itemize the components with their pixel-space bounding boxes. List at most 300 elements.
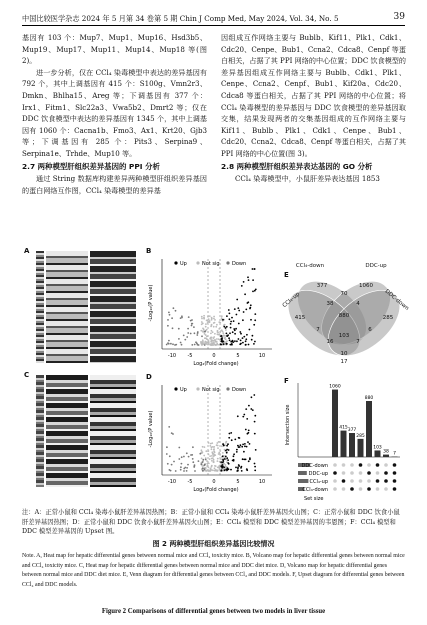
upset-y-label: Intersection size bbox=[285, 404, 291, 446]
volcano-point bbox=[217, 470, 219, 472]
volcano-point bbox=[212, 331, 214, 333]
x-tick-label: -10 bbox=[167, 353, 177, 359]
volcano-point bbox=[216, 338, 218, 340]
volcano-point bbox=[220, 465, 222, 467]
panel-label-f: F bbox=[284, 377, 289, 385]
venn-count: 285 bbox=[382, 315, 394, 321]
volcano-point bbox=[204, 446, 206, 448]
volcano-point bbox=[246, 446, 248, 448]
legend-up: Up bbox=[180, 387, 187, 393]
volcano-point bbox=[213, 459, 215, 461]
volcano-point bbox=[229, 332, 231, 334]
upset-matrix-dot bbox=[342, 479, 346, 483]
upset-matrix-dot bbox=[333, 471, 337, 475]
x-tick-label: 10 bbox=[258, 479, 266, 485]
volcano-point bbox=[180, 342, 182, 344]
volcano-point bbox=[247, 301, 249, 303]
upset-matrix-dot bbox=[342, 463, 346, 467]
upset-bar bbox=[349, 433, 355, 457]
volcano-points-d bbox=[166, 394, 257, 472]
volcano-point bbox=[225, 456, 227, 458]
volcano-point bbox=[178, 338, 180, 340]
volcano-point bbox=[191, 344, 193, 346]
panel-label-e: E bbox=[284, 271, 289, 279]
volcano-point bbox=[236, 451, 238, 453]
venn-count: 17 bbox=[340, 359, 348, 365]
volcano-point bbox=[238, 465, 240, 467]
volcano-point bbox=[215, 469, 217, 471]
volcano-point bbox=[236, 314, 238, 316]
section-heading: 2.8 两种模型肝组织差异表达基因的 GO 分析 bbox=[221, 161, 373, 171]
volcano-points-b bbox=[166, 268, 257, 346]
volcano-point bbox=[200, 330, 202, 332]
volcano-point bbox=[208, 463, 210, 465]
volcano-point bbox=[194, 344, 196, 346]
venn-count: 7 bbox=[316, 327, 320, 333]
volcano-point bbox=[254, 268, 256, 270]
caption-note-en: Note. A, Heat map for hepatic differential genes between normal mice and CCl₄ toxicity mice. B, Volcano map for hepatic differential genes between normal mice and CCl₄ toxicity mice. C, Heat map for hepatic differential genes between normal mice and DDC diet mice. D, Volcano map for hepatic differential genes between normal mice and DDC diet mice. E, Venn diagram for differential genes between CCl₄ and DDC models. F, Upset diagram for differential genes between CCl₄ and DDC models. bbox=[22, 553, 405, 588]
volcano-point bbox=[216, 344, 218, 346]
upset-matrix-dot bbox=[350, 471, 354, 475]
volcano-point bbox=[223, 445, 225, 447]
volcano-point bbox=[228, 449, 230, 451]
volcano-point bbox=[238, 323, 240, 325]
volcano-point bbox=[230, 327, 232, 329]
volcano-b bbox=[146, 253, 274, 369]
volcano-point bbox=[170, 343, 172, 345]
x-tick-label: -10 bbox=[167, 479, 177, 485]
volcano-point bbox=[204, 464, 206, 466]
upset-bar-value: 377 bbox=[347, 428, 357, 434]
volcano-point bbox=[214, 322, 216, 324]
volcano-point bbox=[221, 329, 223, 331]
x-axis-label: Log₂(Fold change) bbox=[193, 487, 239, 493]
volcano-point bbox=[237, 467, 239, 469]
volcano-point bbox=[188, 456, 190, 458]
volcano-point bbox=[243, 311, 245, 313]
volcano-point bbox=[183, 470, 185, 472]
volcano-point bbox=[255, 449, 257, 451]
volcano-point bbox=[233, 455, 235, 457]
volcano-point bbox=[225, 450, 227, 452]
volcano-point bbox=[180, 466, 182, 468]
volcano-point bbox=[214, 465, 216, 467]
volcano-point bbox=[231, 439, 233, 441]
panel-label-a: A bbox=[24, 247, 30, 255]
volcano-point bbox=[217, 458, 219, 460]
volcano-point bbox=[220, 461, 222, 463]
volcano-point bbox=[238, 310, 240, 312]
running-header bbox=[22, 12, 405, 26]
upset-bar-value: 38 bbox=[383, 449, 389, 455]
volcano-point bbox=[186, 452, 188, 454]
volcano-point bbox=[243, 414, 245, 416]
volcano-point bbox=[248, 460, 250, 462]
volcano-point bbox=[222, 455, 224, 457]
volcano-point bbox=[205, 459, 207, 461]
volcano-point bbox=[205, 337, 207, 339]
volcano-point bbox=[246, 469, 248, 471]
upset-matrix-dot bbox=[393, 471, 397, 475]
heatmap-a bbox=[36, 251, 136, 363]
venn-count: 103 bbox=[338, 333, 350, 339]
volcano-point bbox=[243, 281, 245, 283]
volcano-point bbox=[211, 317, 213, 319]
volcano-point bbox=[173, 307, 175, 309]
volcano-point bbox=[175, 310, 177, 312]
figure-2 bbox=[22, 245, 410, 507]
volcano-point bbox=[202, 342, 204, 344]
upset-matrix-dot bbox=[384, 463, 388, 467]
volcano-point bbox=[210, 468, 212, 470]
volcano-point bbox=[222, 452, 224, 454]
volcano-point bbox=[224, 469, 226, 471]
volcano-point bbox=[205, 326, 207, 328]
volcano-point bbox=[225, 441, 227, 443]
volcano-point bbox=[226, 457, 228, 459]
volcano-point bbox=[254, 463, 256, 465]
volcano-point bbox=[222, 460, 224, 462]
volcano-point bbox=[171, 464, 173, 466]
volcano-point bbox=[224, 324, 226, 326]
right-column bbox=[221, 32, 406, 185]
volcano-point bbox=[223, 463, 225, 465]
volcano-point bbox=[211, 330, 213, 332]
volcano-point bbox=[227, 443, 229, 445]
volcano-point bbox=[247, 441, 249, 443]
volcano-point bbox=[240, 340, 242, 342]
paragraph: 因组成互作网络主要与 Bublb、Kif11、Plk1、Cdk1、Cdc20、Cenpe、Bub1、Ccna2、Cdca8、Cenpf 等蛋白相关，占据了其 PPI 网络的中心位置；DDC 饮食模型的差异基因组成互作网络主要与 Bublb、Cdk1、Plk1、Cenpe、Ccna2、Cenpf、Bub1、Kif20a、Cdc20、Cdca8 等蛋白相关，占据了其 PPI 网络的中心位置；将 CCl₄ 染毒模型的差异基因与 DDC 饮食模型的差异基因取交集，结果发现两者的交集基因组成的互作网络主要与 Kif11、Bublb、Plk1、Cdk1、Cenpe、Bub1、Cdc20、Ccna2、Cdca8、Cenpf 等蛋白相关，占据了其 PPI 网络的中心位置(图 3)。 bbox=[221, 33, 406, 158]
volcano-point bbox=[254, 313, 256, 315]
volcano-point bbox=[207, 322, 209, 324]
volcano-point bbox=[228, 437, 230, 439]
volcano-point bbox=[254, 470, 256, 472]
volcano-point bbox=[217, 460, 219, 462]
upset-bar-value: 1060 bbox=[329, 384, 341, 390]
legend-down: Down bbox=[232, 261, 247, 267]
upset-plot bbox=[284, 377, 404, 503]
volcano-point bbox=[193, 326, 195, 328]
volcano-point bbox=[167, 325, 169, 327]
volcano-point bbox=[204, 468, 206, 470]
volcano-point bbox=[181, 463, 183, 465]
upset-matrix-dot bbox=[384, 479, 388, 483]
volcano-point bbox=[232, 331, 234, 333]
volcano-point bbox=[202, 323, 204, 325]
volcano-point bbox=[255, 289, 257, 291]
upset-matrix-dot bbox=[393, 487, 397, 491]
volcano-point bbox=[218, 321, 220, 323]
volcano-point bbox=[222, 466, 224, 468]
paragraph: 通过 String 数据库构建差异两种模型肝组织差异基因的蛋白网络互作图，CCl₄ 染毒模型的差异基 bbox=[22, 174, 207, 195]
upset-row-label: DDC-up bbox=[308, 471, 328, 477]
volcano-point bbox=[211, 455, 213, 457]
volcano-point bbox=[227, 459, 229, 461]
venn-diagram bbox=[281, 251, 410, 371]
volcano-point bbox=[202, 459, 204, 461]
volcano-point bbox=[252, 279, 254, 281]
volcano-point bbox=[202, 446, 204, 448]
volcano-point bbox=[244, 445, 246, 447]
volcano-point bbox=[181, 315, 183, 317]
volcano-point bbox=[230, 344, 232, 346]
volcano-point bbox=[242, 337, 244, 339]
volcano-point bbox=[169, 455, 171, 457]
volcano-point bbox=[186, 336, 188, 338]
volcano-point bbox=[205, 470, 207, 472]
upset-matrix-dot bbox=[367, 463, 371, 467]
volcano-point bbox=[209, 321, 211, 323]
volcano-point bbox=[206, 341, 208, 343]
upset-matrix-dot bbox=[342, 471, 346, 475]
volcano-point bbox=[240, 343, 242, 345]
panel-label-b: B bbox=[146, 247, 152, 255]
figure-title-zh: 图 2 两种模型肝组织差异基因比较情况 bbox=[152, 540, 275, 548]
volcano-point bbox=[211, 446, 213, 448]
volcano-point bbox=[213, 449, 215, 451]
volcano-point bbox=[175, 470, 177, 472]
volcano-point bbox=[226, 335, 228, 337]
volcano-point bbox=[218, 465, 220, 467]
volcano-point bbox=[208, 454, 210, 456]
volcano-point bbox=[186, 467, 188, 469]
paragraph: 基因有 103 个：Mup7、Mup1、Mup16、Hsd3b5、Mup19、Mup17、Mup11、Mup14、Mup18 等(图 2)。 bbox=[22, 33, 207, 66]
upset-bar-value: 103 bbox=[373, 445, 382, 451]
volcano-point bbox=[213, 316, 215, 318]
venn-count: 10 bbox=[340, 351, 348, 357]
volcano-point bbox=[168, 426, 170, 428]
volcano-point bbox=[219, 454, 221, 456]
upset-bar bbox=[358, 439, 364, 457]
upset-matrix-dot bbox=[359, 479, 363, 483]
upset-matrix-dot bbox=[333, 463, 337, 467]
volcano-point bbox=[214, 319, 216, 321]
set-size-bar bbox=[298, 479, 308, 483]
volcano-point bbox=[217, 445, 219, 447]
volcano-point bbox=[203, 315, 205, 317]
volcano-point bbox=[248, 405, 250, 407]
upset-matrix-dot bbox=[376, 471, 380, 475]
volcano-point bbox=[217, 334, 219, 336]
volcano-point bbox=[206, 336, 208, 338]
upset-row-label: CCl₄-up bbox=[309, 479, 328, 485]
volcano-point bbox=[180, 469, 182, 471]
volcano-point bbox=[193, 466, 195, 468]
volcano-point bbox=[201, 458, 203, 460]
volcano-point bbox=[213, 450, 215, 452]
volcano-point bbox=[210, 333, 212, 335]
volcano-point bbox=[226, 452, 228, 454]
volcano-point bbox=[230, 432, 232, 434]
volcano-point bbox=[249, 329, 251, 331]
volcano-point bbox=[172, 343, 174, 345]
upset-matrix-dot bbox=[359, 463, 363, 467]
set-size-bar bbox=[298, 471, 307, 475]
volcano-point bbox=[241, 470, 243, 472]
upset-row-label: CCl₄-down bbox=[302, 487, 328, 493]
volcano-point bbox=[216, 442, 218, 444]
venn-set-label: DDC-down bbox=[383, 288, 410, 312]
volcano-point bbox=[207, 320, 209, 322]
volcano-point bbox=[166, 453, 168, 455]
volcano-point bbox=[221, 317, 223, 319]
volcano-point bbox=[234, 333, 236, 335]
volcano-point bbox=[211, 342, 213, 344]
venn-count: 38 bbox=[326, 301, 334, 307]
journal-line: 中国比较医学杂志 2024 年 5 月第 34 卷第 5 期 Chin J Comp Med, May 2024, Vol. 34, No. 5 bbox=[22, 14, 339, 23]
volcano-point bbox=[236, 340, 238, 342]
volcano-point bbox=[239, 437, 241, 439]
volcano-point bbox=[178, 447, 180, 449]
volcano-point bbox=[208, 442, 210, 444]
volcano-point bbox=[202, 461, 204, 463]
volcano-point bbox=[230, 323, 232, 325]
volcano-point bbox=[244, 443, 246, 445]
x-tick-label: -5 bbox=[187, 479, 193, 485]
upset-matrix-dot bbox=[376, 463, 380, 467]
upset-bar-value: 7 bbox=[393, 451, 396, 457]
volcano-point bbox=[198, 344, 200, 346]
volcano-point bbox=[169, 469, 171, 471]
y-axis-label: -Log₁₀(P value) bbox=[148, 284, 154, 322]
volcano-point bbox=[168, 340, 170, 342]
volcano-point bbox=[206, 465, 208, 467]
upset-matrix-dot bbox=[350, 463, 354, 467]
volcano-point bbox=[201, 463, 203, 465]
volcano-point bbox=[252, 335, 254, 337]
upset-x-label: Set size bbox=[304, 496, 324, 502]
upset-matrix-dot bbox=[350, 479, 354, 483]
volcano-point bbox=[245, 429, 247, 431]
volcano-point bbox=[245, 340, 247, 342]
panel-label-d: D bbox=[146, 373, 152, 381]
volcano-point bbox=[230, 321, 232, 323]
upset-matrix-dot bbox=[376, 479, 380, 483]
upset-bar-value: 415 bbox=[339, 425, 348, 431]
volcano-point bbox=[183, 335, 185, 337]
volcano-point bbox=[211, 324, 213, 326]
volcano-point bbox=[194, 470, 196, 472]
volcano-point bbox=[208, 340, 210, 342]
volcano-point bbox=[228, 463, 230, 465]
volcano-point bbox=[222, 319, 224, 321]
volcano-point bbox=[209, 338, 211, 340]
venn-count: 16 bbox=[326, 339, 334, 345]
volcano-point bbox=[190, 320, 192, 322]
volcano-point bbox=[195, 341, 197, 343]
volcano-point bbox=[207, 344, 209, 346]
volcano-point bbox=[209, 445, 211, 447]
volcano-point bbox=[221, 315, 223, 317]
volcano-point bbox=[203, 317, 205, 319]
panel-label-c: C bbox=[24, 371, 30, 379]
volcano-point bbox=[245, 344, 247, 346]
volcano-point bbox=[228, 337, 230, 339]
volcano-point bbox=[252, 268, 254, 270]
volcano-point bbox=[226, 333, 228, 335]
volcano-point bbox=[234, 439, 236, 441]
volcano-point bbox=[229, 339, 231, 341]
volcano-point bbox=[191, 323, 193, 325]
upset-bar bbox=[366, 401, 372, 457]
volcano-point bbox=[168, 312, 170, 314]
volcano-point bbox=[230, 341, 232, 343]
volcano-point bbox=[217, 447, 219, 449]
volcano-point bbox=[243, 451, 245, 453]
volcano-point bbox=[175, 344, 177, 346]
figure-title-en: Figure 2 Comparisons of differential genes between two models in liver tissue bbox=[101, 608, 326, 615]
section-heading: 2.7 两种模型肝组织差异基因的 PPI 分析 bbox=[22, 161, 160, 171]
volcano-point bbox=[211, 337, 213, 339]
volcano-point bbox=[237, 307, 239, 309]
volcano-point bbox=[166, 446, 168, 448]
upset-bar-value: 880 bbox=[364, 396, 374, 401]
x-tick-label: 5 bbox=[236, 353, 240, 359]
volcano-point bbox=[223, 326, 225, 328]
upset-matrix-dot bbox=[393, 479, 397, 483]
venn-count: 7 bbox=[356, 339, 360, 345]
heatmap-c bbox=[36, 375, 136, 487]
volcano-point bbox=[238, 446, 240, 448]
volcano-point bbox=[230, 469, 232, 471]
volcano-point bbox=[222, 332, 224, 334]
caption-note-zh: 注：A：正常小鼠和 CCl₄ 染毒小鼠肝差异基因热图；B：正常小鼠和 CCl₄ 染毒小鼠肝差异基因火山图；C：正常小鼠和 DDC 饮食小鼠肝差异基因热图；D：正常小鼠和 DDC 饮食小鼠肝差异基因火山图；E：CCl₄ 模型和 DDC 模型差异基因的韦恩图；F：CCl₄ 模型和 DDC 模型差异基因的 Upset 图。 bbox=[22, 509, 400, 536]
volcano-point bbox=[201, 335, 203, 337]
volcano-point bbox=[247, 433, 249, 435]
volcano-point bbox=[249, 443, 251, 445]
volcano-point bbox=[248, 279, 250, 281]
volcano-point bbox=[188, 316, 190, 318]
volcano-point bbox=[226, 315, 228, 317]
volcano-point bbox=[223, 343, 225, 345]
volcano-point bbox=[192, 461, 194, 463]
volcano-point bbox=[178, 458, 180, 460]
upset-matrix-dot bbox=[367, 487, 371, 491]
legend-up: Up bbox=[180, 261, 187, 267]
volcano-point bbox=[249, 457, 251, 459]
volcano-point bbox=[166, 344, 168, 346]
volcano-point bbox=[252, 409, 254, 411]
volcano-point bbox=[220, 458, 222, 460]
volcano-point bbox=[231, 317, 233, 319]
upset-matrix-dot bbox=[384, 471, 388, 475]
volcano-point bbox=[233, 460, 235, 462]
volcano-point bbox=[190, 454, 192, 456]
volcano-point bbox=[190, 333, 192, 335]
legend-notsig: Not sig bbox=[202, 261, 220, 267]
volcano-point bbox=[208, 342, 210, 344]
volcano-point bbox=[247, 276, 249, 278]
volcano-point bbox=[248, 344, 250, 346]
volcano-point bbox=[233, 328, 235, 330]
upset-bar-value: 285 bbox=[356, 433, 365, 439]
volcano-point bbox=[249, 308, 251, 310]
volcano-point bbox=[237, 415, 239, 417]
volcano-point bbox=[211, 442, 213, 444]
venn-set-label: CCl₄-up bbox=[281, 291, 302, 310]
volcano-point bbox=[211, 465, 213, 467]
volcano-point bbox=[187, 464, 189, 466]
volcano-point bbox=[202, 328, 204, 330]
upset-matrix-dot bbox=[350, 487, 354, 491]
volcano-point bbox=[173, 461, 175, 463]
paragraph: CCl₄ 染毒模型中，小鼠肝差异表达基因 1853 bbox=[235, 174, 380, 184]
volcano-point bbox=[254, 433, 256, 435]
volcano-point bbox=[252, 291, 254, 293]
volcano-point bbox=[243, 459, 245, 461]
volcano-point bbox=[220, 343, 222, 345]
upset-matrix-dot bbox=[376, 487, 380, 491]
